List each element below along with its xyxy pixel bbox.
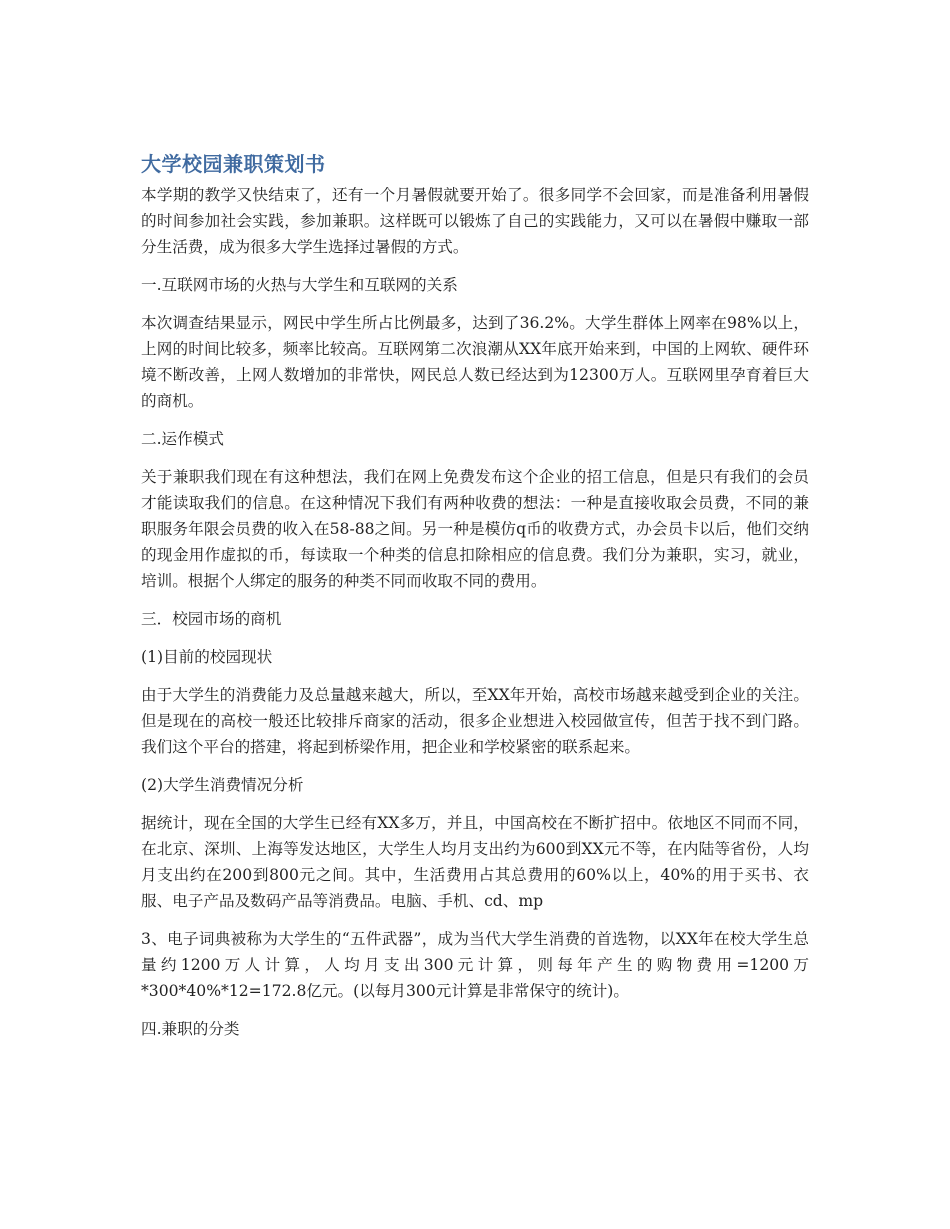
paragraph-operation-mode: 关于兼职我们现在有这种想法，我们在网上免费发布这个企业的招工信息，但是只有我们的会员才能读取我们的信息。在这种情况下我们有两种收费的想法：一种是直接收取会员费，不同的兼职服务年限会员费的收入在58-88之间。另一种是模仿q币的收费方式，办会员卡以后，他们交纳的现金用作虚拟的币，每读取一个种类的信息扣除相应的信息费。我们分为兼职，实习，就业，培训。根据个人绑定的服务的种类不同而收取不同的费用。 xyxy=(141,468,809,590)
section-heading-1: 一.互联网市场的火热与大学生和互联网的关系 xyxy=(141,276,458,294)
section-heading-2: 二.运作模式 xyxy=(141,430,224,448)
document-title: 大学校园兼职策划书 xyxy=(141,152,326,176)
paragraph-internet-survey: 本次调查结果显示，网民中学生所占比例最多，达到了36.2%。大学生群体上网率在98%以上，上网的时间比较多，频率比较高。互联网第二次浪潮从XX年底开始来到，中国的上网软、硬件环境不断改善，上网人数增加的非常快，网民总人数已经达到为12300万人。互联网里孕育着巨大的商机。 xyxy=(141,314,809,410)
document-page xyxy=(141,150,809,1054)
paragraph-consumption-stats: 据统计，现在全国的大学生已经有XX多万，并且，中国高校在不断扩招中。依地区不同而不同，在北京、深圳、上海等发达地区，大学生人均月支出约为600到XX元不等，在内陆等省份，人均月支出约在200到800元之间。其中，生活费用占其总费用的60%以上，40%的用于买书、衣服、电子产品及数码产品等消费品。电脑、手机、cd、mp xyxy=(141,814,809,910)
paragraph-campus-status: 由于大学生的消费能力及总量越来越大，所以，至XX年开始，高校市场越来越受到企业的关注。但是现在的高校一般还比较排斥商家的活动，很多企业想进入校园做宣传，但苦于找不到门路。我们这个平台的搭建，将起到桥梁作用，把企业和学校紧密的联系起来。 xyxy=(141,686,809,756)
subheading-consumption-analysis: (2)大学生消费情况分析 xyxy=(141,776,304,794)
subheading-campus-status: (1)目前的校园现状 xyxy=(141,648,273,666)
section-heading-4: 四.兼职的分类 xyxy=(141,1020,240,1038)
paragraph-electronic-dictionary: 3、电子词典被称为大学生的“五件武器”，成为当代大学生消费的首选物，以XX年在校大学生总量约1200万人计算，人均月支出300元计算，则每年产生的购物费用=1200万*300*40%*12=172.8亿元。(以每月300元计算是非常保守的统计)。 xyxy=(141,930,809,1000)
section-heading-3: 三．校园市场的商机 xyxy=(141,610,282,628)
intro-paragraph: 本学期的教学又快结束了，还有一个月暑假就要开始了。很多同学不会回家，而是准备利用暑假的时间参加社会实践，参加兼职。这样既可以锻炼了自己的实践能力，又可以在暑假中赚取一部分生活费，成为很多大学生选择过暑假的方式。 xyxy=(141,186,809,256)
